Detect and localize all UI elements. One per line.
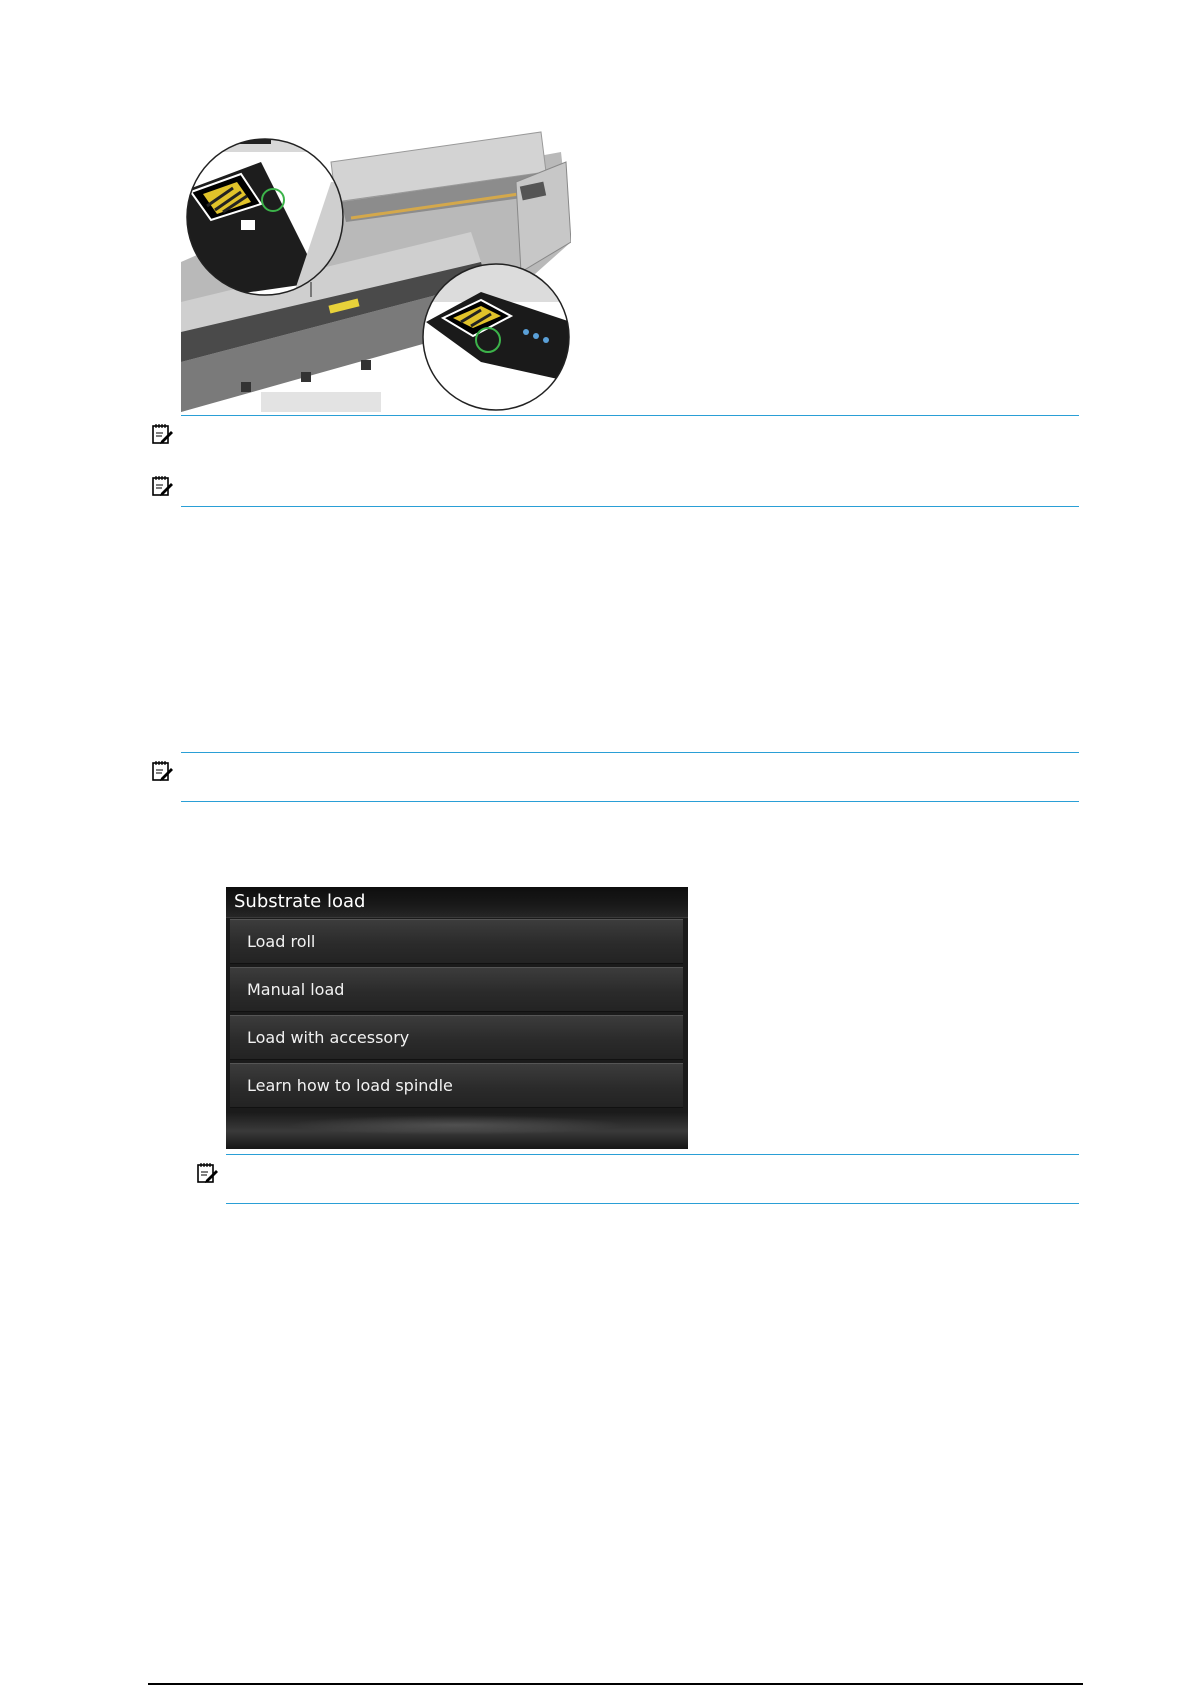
menu-item-load-roll[interactable] [230,919,683,964]
note-rule-top-3 [226,1154,1079,1155]
note-rule-top-1 [181,415,1079,416]
note-icon [151,760,173,782]
menu-item-learn-load-spindle[interactable] [230,1063,683,1108]
menu-item-label: Learn how to load spindle [247,1076,453,1095]
printer-illustration [181,122,571,412]
note-icon [151,475,173,497]
note-icon [196,1162,218,1184]
menu-item-load-with-accessory[interactable] [230,1015,683,1060]
panel-header [226,887,688,918]
menu-item-manual-load[interactable] [230,967,683,1012]
panel-footer-glow [286,1115,626,1135]
note-rule-bottom-3 [226,1203,1079,1204]
substrate-load-panel [226,887,688,1149]
note-rule-bottom-2 [181,801,1079,802]
panel-title: Substrate load [234,891,366,912]
menu-item-label: Load roll [247,932,316,951]
menu-item-label: Manual load [247,980,345,999]
note-rule-top-2 [181,752,1079,753]
menu-item-label: Load with accessory [247,1028,410,1047]
note-rule-bottom-1 [181,506,1079,507]
note-icon [151,423,173,445]
